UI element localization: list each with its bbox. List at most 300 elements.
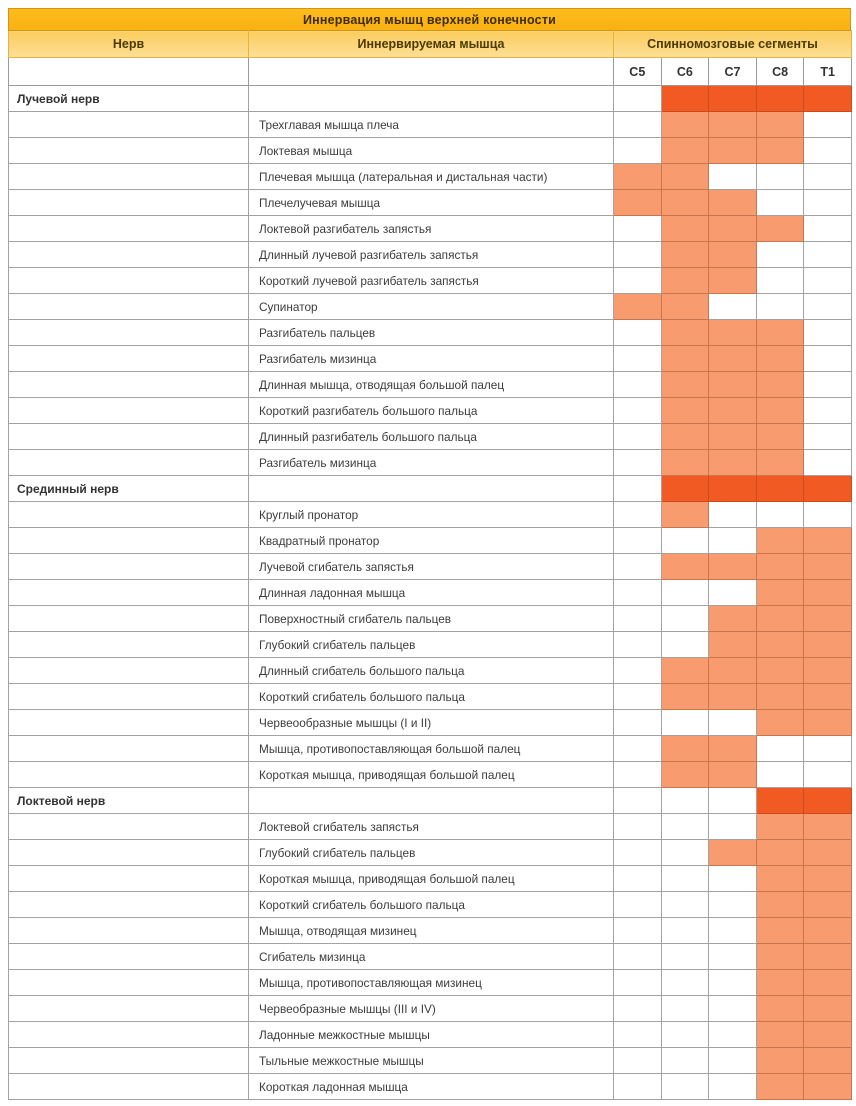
segment-cell-c7 bbox=[709, 372, 757, 398]
segment-cell-c8 bbox=[756, 112, 804, 138]
muscle-cell: Короткий сгибатель большого пальца bbox=[249, 684, 614, 710]
segment-cell-c6 bbox=[661, 658, 709, 684]
table-row bbox=[9, 346, 852, 372]
table-row bbox=[9, 944, 852, 970]
segment-cell-c5 bbox=[614, 892, 662, 918]
segment-cell-c8 bbox=[756, 372, 804, 398]
muscle-header-spacer bbox=[249, 58, 614, 86]
nerve-cell bbox=[9, 658, 249, 684]
segment-cell-c6 bbox=[661, 86, 709, 112]
segment-cell-c6 bbox=[661, 398, 709, 424]
segment-cell-c6 bbox=[661, 710, 709, 736]
segment-cell-t1 bbox=[804, 1022, 852, 1048]
segment-cell-c8 bbox=[756, 892, 804, 918]
segment-cell-c6 bbox=[661, 112, 709, 138]
segment-cell-c8 bbox=[756, 528, 804, 554]
segment-cell-t1 bbox=[804, 424, 852, 450]
segment-cell-c8 bbox=[756, 450, 804, 476]
segment-cell-c5 bbox=[614, 1074, 662, 1100]
segment-cell-t1 bbox=[804, 320, 852, 346]
column-header-segments: Спинномозговые сегменты bbox=[614, 31, 852, 58]
segment-cell-c7 bbox=[709, 528, 757, 554]
muscle-cell: Длинный лучевой разгибатель запястья bbox=[249, 242, 614, 268]
table-row bbox=[9, 840, 852, 866]
nerve-cell bbox=[9, 320, 249, 346]
table-row bbox=[9, 580, 852, 606]
segment-cell-t1 bbox=[804, 190, 852, 216]
table-row bbox=[9, 710, 852, 736]
segment-cell-c5 bbox=[614, 840, 662, 866]
segment-cell-t1 bbox=[804, 762, 852, 788]
segment-cell-c8 bbox=[756, 476, 804, 502]
segment-cell-c8 bbox=[756, 658, 804, 684]
segment-cell-c6 bbox=[661, 996, 709, 1022]
segment-cell-c5 bbox=[614, 762, 662, 788]
segment-cell-c8 bbox=[756, 632, 804, 658]
segment-cell-t1 bbox=[804, 684, 852, 710]
muscle-cell: Локтевой разгибатель запястья bbox=[249, 216, 614, 242]
segment-cell-c5 bbox=[614, 398, 662, 424]
segment-cell-c7 bbox=[709, 190, 757, 216]
segment-cell-t1 bbox=[804, 580, 852, 606]
segment-cell-c7 bbox=[709, 814, 757, 840]
segment-cell-t1 bbox=[804, 528, 852, 554]
segment-cell-c7 bbox=[709, 684, 757, 710]
segment-cell-c8 bbox=[756, 762, 804, 788]
table-row bbox=[9, 554, 852, 580]
nerve-cell bbox=[9, 970, 249, 996]
segment-cell-c8 bbox=[756, 138, 804, 164]
nerve-cell bbox=[9, 502, 249, 528]
segment-cell-c7 bbox=[709, 1048, 757, 1074]
muscle-cell: Глубокий сгибатель пальцев bbox=[249, 840, 614, 866]
nerve-cell bbox=[9, 372, 249, 398]
segment-cell-c8 bbox=[756, 242, 804, 268]
nerve-cell bbox=[9, 398, 249, 424]
segment-cell-t1 bbox=[804, 788, 852, 814]
segment-cell-t1 bbox=[804, 658, 852, 684]
segment-cell-c7 bbox=[709, 268, 757, 294]
segment-cell-c5 bbox=[614, 346, 662, 372]
nerve-cell bbox=[9, 528, 249, 554]
page-title: Иннервация мышц верхней конечности bbox=[8, 8, 851, 31]
muscle-cell: Трехглавая мышца плеча bbox=[249, 112, 614, 138]
nerve-cell bbox=[9, 944, 249, 970]
table-row bbox=[9, 918, 852, 944]
segment-cell-c7 bbox=[709, 840, 757, 866]
nerve-cell bbox=[9, 762, 249, 788]
segment-cell-c6 bbox=[661, 294, 709, 320]
segment-cell-c8 bbox=[756, 814, 804, 840]
table-row bbox=[9, 450, 852, 476]
segment-cell-t1 bbox=[804, 840, 852, 866]
segment-cell-c5 bbox=[614, 528, 662, 554]
segment-cell-t1 bbox=[804, 892, 852, 918]
muscle-cell: Короткий сгибатель большого пальца bbox=[249, 892, 614, 918]
table-row bbox=[9, 424, 852, 450]
muscle-cell: Длинный разгибатель большого пальца bbox=[249, 424, 614, 450]
segment-cell-c8 bbox=[756, 346, 804, 372]
segment-cell-t1 bbox=[804, 996, 852, 1022]
segment-cell-c6 bbox=[661, 762, 709, 788]
segment-cell-c7 bbox=[709, 1022, 757, 1048]
segment-cell-t1 bbox=[804, 814, 852, 840]
muscle-cell: Квадратный пронатор bbox=[249, 528, 614, 554]
table-row bbox=[9, 788, 852, 814]
nerve-cell bbox=[9, 866, 249, 892]
segment-cell-c8 bbox=[756, 554, 804, 580]
segment-cell-c6 bbox=[661, 216, 709, 242]
muscle-cell: Глубокий сгибатель пальцев bbox=[249, 632, 614, 658]
nerve-cell: Лучевой нерв bbox=[9, 86, 249, 112]
segment-cell-c7 bbox=[709, 970, 757, 996]
segment-cell-c5 bbox=[614, 138, 662, 164]
segment-cell-c5 bbox=[614, 502, 662, 528]
segment-cell-c6 bbox=[661, 944, 709, 970]
table-row bbox=[9, 112, 852, 138]
muscle-cell: Длинная мышца, отводящая большой палец bbox=[249, 372, 614, 398]
segment-cell-t1 bbox=[804, 346, 852, 372]
segment-cell-c6 bbox=[661, 814, 709, 840]
segment-cell-c8 bbox=[756, 710, 804, 736]
segment-cell-c7 bbox=[709, 398, 757, 424]
column-header-nerve: Нерв bbox=[9, 31, 249, 58]
table-row bbox=[9, 814, 852, 840]
nerve-cell bbox=[9, 346, 249, 372]
table-row bbox=[9, 1048, 852, 1074]
nerve-cell bbox=[9, 684, 249, 710]
muscle-cell: Разгибатель мизинца bbox=[249, 346, 614, 372]
segment-cell-c7 bbox=[709, 892, 757, 918]
segment-header-row bbox=[9, 58, 852, 86]
segment-label-t1: T1 bbox=[804, 58, 852, 86]
segment-cell-t1 bbox=[804, 164, 852, 190]
table-row bbox=[9, 892, 852, 918]
nerve-header-spacer bbox=[9, 58, 249, 86]
column-header-row bbox=[9, 31, 852, 58]
table-row bbox=[9, 970, 852, 996]
table-row bbox=[9, 1074, 852, 1100]
muscle-cell: Плечелучевая мышца bbox=[249, 190, 614, 216]
segment-cell-c6 bbox=[661, 424, 709, 450]
segment-cell-c7 bbox=[709, 242, 757, 268]
column-header-muscle: Иннервируемая мышца bbox=[249, 31, 614, 58]
segment-cell-c5 bbox=[614, 632, 662, 658]
segment-cell-c7 bbox=[709, 216, 757, 242]
segment-cell-c6 bbox=[661, 606, 709, 632]
segment-cell-c6 bbox=[661, 684, 709, 710]
segment-cell-c7 bbox=[709, 762, 757, 788]
nerve-cell bbox=[9, 606, 249, 632]
muscle-cell: Червеообразные мышцы (I и II) bbox=[249, 710, 614, 736]
segment-cell-c6 bbox=[661, 320, 709, 346]
segment-cell-c8 bbox=[756, 684, 804, 710]
segment-cell-c5 bbox=[614, 684, 662, 710]
segment-cell-c8 bbox=[756, 944, 804, 970]
segment-cell-c6 bbox=[661, 190, 709, 216]
segment-label-c8: C8 bbox=[756, 58, 804, 86]
segment-cell-t1 bbox=[804, 398, 852, 424]
segment-cell-c5 bbox=[614, 476, 662, 502]
muscle-cell: Лучевой сгибатель запястья bbox=[249, 554, 614, 580]
segment-cell-t1 bbox=[804, 866, 852, 892]
segment-cell-c7 bbox=[709, 658, 757, 684]
segment-cell-c7 bbox=[709, 632, 757, 658]
segment-cell-c6 bbox=[661, 866, 709, 892]
segment-cell-t1 bbox=[804, 372, 852, 398]
muscle-cell: Мышца, противопоставляющая мизинец bbox=[249, 970, 614, 996]
segment-cell-c5 bbox=[614, 788, 662, 814]
nerve-cell bbox=[9, 1022, 249, 1048]
segment-cell-c7 bbox=[709, 918, 757, 944]
segment-cell-c8 bbox=[756, 866, 804, 892]
segment-cell-c6 bbox=[661, 892, 709, 918]
segment-cell-c6 bbox=[661, 476, 709, 502]
segment-label-c7: C7 bbox=[709, 58, 757, 86]
segment-cell-t1 bbox=[804, 294, 852, 320]
segment-cell-c5 bbox=[614, 216, 662, 242]
segment-cell-c6 bbox=[661, 164, 709, 190]
segment-cell-c8 bbox=[756, 1022, 804, 1048]
muscle-cell: Короткий лучевой разгибатель запястья bbox=[249, 268, 614, 294]
table-row bbox=[9, 86, 852, 112]
segment-cell-c8 bbox=[756, 164, 804, 190]
table-row bbox=[9, 138, 852, 164]
segment-cell-c7 bbox=[709, 606, 757, 632]
nerve-cell bbox=[9, 632, 249, 658]
segment-cell-c8 bbox=[756, 424, 804, 450]
table-row bbox=[9, 372, 852, 398]
segment-cell-c5 bbox=[614, 164, 662, 190]
segment-cell-c7 bbox=[709, 320, 757, 346]
segment-cell-c8 bbox=[756, 398, 804, 424]
segment-cell-t1 bbox=[804, 918, 852, 944]
table-row bbox=[9, 866, 852, 892]
muscle-cell: Длинный сгибатель большого пальца bbox=[249, 658, 614, 684]
nerve-cell bbox=[9, 294, 249, 320]
segment-cell-c5 bbox=[614, 242, 662, 268]
segment-cell-c5 bbox=[614, 294, 662, 320]
segment-cell-c6 bbox=[661, 346, 709, 372]
muscle-cell bbox=[249, 788, 614, 814]
table-row bbox=[9, 268, 852, 294]
table-row bbox=[9, 242, 852, 268]
muscle-cell: Короткая мышца, приводящая большой палец bbox=[249, 866, 614, 892]
nerve-cell bbox=[9, 814, 249, 840]
segment-cell-c5 bbox=[614, 606, 662, 632]
segment-cell-c6 bbox=[661, 788, 709, 814]
segment-cell-c5 bbox=[614, 268, 662, 294]
segment-cell-c6 bbox=[661, 1048, 709, 1074]
segment-cell-c6 bbox=[661, 632, 709, 658]
segment-cell-c6 bbox=[661, 450, 709, 476]
muscle-cell: Сгибатель мизинца bbox=[249, 944, 614, 970]
segment-cell-c8 bbox=[756, 840, 804, 866]
nerve-cell bbox=[9, 710, 249, 736]
segment-cell-c6 bbox=[661, 242, 709, 268]
segment-cell-c6 bbox=[661, 970, 709, 996]
segment-cell-c5 bbox=[614, 658, 662, 684]
table-row bbox=[9, 528, 852, 554]
segment-cell-c6 bbox=[661, 528, 709, 554]
segment-cell-c5 bbox=[614, 1022, 662, 1048]
nerve-cell bbox=[9, 424, 249, 450]
segment-label-c6: C6 bbox=[661, 58, 709, 86]
table-row bbox=[9, 398, 852, 424]
segment-cell-c8 bbox=[756, 788, 804, 814]
segment-cell-c5 bbox=[614, 944, 662, 970]
segment-cell-t1 bbox=[804, 450, 852, 476]
segment-cell-c7 bbox=[709, 580, 757, 606]
segment-cell-c6 bbox=[661, 918, 709, 944]
segment-cell-c7 bbox=[709, 788, 757, 814]
segment-cell-c5 bbox=[614, 736, 662, 762]
segment-cell-t1 bbox=[804, 606, 852, 632]
segment-cell-c7 bbox=[709, 450, 757, 476]
muscle-cell: Поверхностный сгибатель пальцев bbox=[249, 606, 614, 632]
segment-cell-c6 bbox=[661, 138, 709, 164]
table-row bbox=[9, 996, 852, 1022]
segment-cell-t1 bbox=[804, 736, 852, 762]
segment-cell-c7 bbox=[709, 710, 757, 736]
segment-cell-c5 bbox=[614, 372, 662, 398]
table-row bbox=[9, 684, 852, 710]
segment-cell-c7 bbox=[709, 866, 757, 892]
segment-cell-c7 bbox=[709, 736, 757, 762]
muscle-cell: Разгибатель мизинца bbox=[249, 450, 614, 476]
nerve-cell bbox=[9, 112, 249, 138]
segment-cell-c5 bbox=[614, 424, 662, 450]
nerve-cell bbox=[9, 736, 249, 762]
segment-cell-c8 bbox=[756, 918, 804, 944]
segment-cell-c7 bbox=[709, 86, 757, 112]
segment-cell-c6 bbox=[661, 580, 709, 606]
nerve-cell bbox=[9, 840, 249, 866]
nerve-cell bbox=[9, 216, 249, 242]
table-row bbox=[9, 632, 852, 658]
nerve-cell bbox=[9, 580, 249, 606]
nerve-cell bbox=[9, 268, 249, 294]
nerve-cell bbox=[9, 918, 249, 944]
segment-cell-t1 bbox=[804, 242, 852, 268]
segment-cell-c8 bbox=[756, 970, 804, 996]
muscle-cell: Круглый пронатор bbox=[249, 502, 614, 528]
segment-cell-c7 bbox=[709, 424, 757, 450]
segment-cell-c5 bbox=[614, 970, 662, 996]
segment-cell-c7 bbox=[709, 138, 757, 164]
segment-cell-c5 bbox=[614, 710, 662, 736]
table-row bbox=[9, 658, 852, 684]
segment-cell-c5 bbox=[614, 866, 662, 892]
segment-cell-c5 bbox=[614, 190, 662, 216]
muscle-cell: Тыльные межкостные мышцы bbox=[249, 1048, 614, 1074]
nerve-cell: Локтевой нерв bbox=[9, 788, 249, 814]
segment-label-c5: C5 bbox=[614, 58, 662, 86]
table-row bbox=[9, 216, 852, 242]
document-sheet bbox=[8, 8, 851, 1100]
muscle-cell: Ладонные межкостные мышцы bbox=[249, 1022, 614, 1048]
segment-cell-c8 bbox=[756, 996, 804, 1022]
segment-cell-t1 bbox=[804, 112, 852, 138]
nerve-cell bbox=[9, 892, 249, 918]
table-row bbox=[9, 476, 852, 502]
nerve-cell bbox=[9, 1074, 249, 1100]
table-row bbox=[9, 1022, 852, 1048]
segment-cell-c8 bbox=[756, 268, 804, 294]
table-row bbox=[9, 164, 852, 190]
segment-cell-c8 bbox=[756, 294, 804, 320]
nerve-cell bbox=[9, 996, 249, 1022]
segment-cell-c7 bbox=[709, 164, 757, 190]
nerve-cell bbox=[9, 138, 249, 164]
muscle-cell: Короткая ладонная мышца bbox=[249, 1074, 614, 1100]
segment-cell-c7 bbox=[709, 346, 757, 372]
segment-cell-c8 bbox=[756, 502, 804, 528]
segment-cell-c8 bbox=[756, 1048, 804, 1074]
segment-cell-c8 bbox=[756, 216, 804, 242]
segment-cell-t1 bbox=[804, 86, 852, 112]
table-row bbox=[9, 320, 852, 346]
table-row bbox=[9, 762, 852, 788]
segment-cell-c5 bbox=[614, 580, 662, 606]
segment-cell-t1 bbox=[804, 970, 852, 996]
muscle-cell: Плечевая мышца (латеральная и дистальная части) bbox=[249, 164, 614, 190]
segment-cell-t1 bbox=[804, 138, 852, 164]
segment-cell-c7 bbox=[709, 996, 757, 1022]
muscle-cell bbox=[249, 476, 614, 502]
table-row bbox=[9, 294, 852, 320]
segment-cell-t1 bbox=[804, 632, 852, 658]
segment-cell-c6 bbox=[661, 1022, 709, 1048]
segment-cell-c5 bbox=[614, 554, 662, 580]
segment-cell-t1 bbox=[804, 476, 852, 502]
segment-cell-c5 bbox=[614, 996, 662, 1022]
muscle-cell: Супинатор bbox=[249, 294, 614, 320]
muscle-cell: Короткая мышца, приводящая большой палец bbox=[249, 762, 614, 788]
table-row bbox=[9, 736, 852, 762]
segment-cell-c8 bbox=[756, 580, 804, 606]
segment-cell-t1 bbox=[804, 268, 852, 294]
segment-cell-c7 bbox=[709, 294, 757, 320]
muscle-cell: Мышца, противопоставляющая большой палец bbox=[249, 736, 614, 762]
innervation-table bbox=[8, 30, 852, 1100]
segment-cell-c5 bbox=[614, 814, 662, 840]
segment-cell-t1 bbox=[804, 216, 852, 242]
segment-cell-c6 bbox=[661, 502, 709, 528]
segment-cell-c6 bbox=[661, 736, 709, 762]
muscle-cell: Червеобразные мышцы (III и IV) bbox=[249, 996, 614, 1022]
nerve-cell bbox=[9, 1048, 249, 1074]
segment-cell-c7 bbox=[709, 112, 757, 138]
nerve-cell bbox=[9, 554, 249, 580]
muscle-cell bbox=[249, 86, 614, 112]
segment-cell-c6 bbox=[661, 1074, 709, 1100]
segment-cell-c7 bbox=[709, 944, 757, 970]
segment-cell-c8 bbox=[756, 320, 804, 346]
table-row bbox=[9, 606, 852, 632]
muscle-cell: Разгибатель пальцев bbox=[249, 320, 614, 346]
segment-cell-c6 bbox=[661, 840, 709, 866]
table-row bbox=[9, 190, 852, 216]
segment-cell-t1 bbox=[804, 554, 852, 580]
nerve-cell bbox=[9, 190, 249, 216]
segment-cell-c8 bbox=[756, 190, 804, 216]
segment-cell-c8 bbox=[756, 1074, 804, 1100]
segment-cell-c7 bbox=[709, 502, 757, 528]
muscle-cell: Локтевой сгибатель запястья bbox=[249, 814, 614, 840]
segment-cell-c6 bbox=[661, 372, 709, 398]
nerve-cell bbox=[9, 450, 249, 476]
